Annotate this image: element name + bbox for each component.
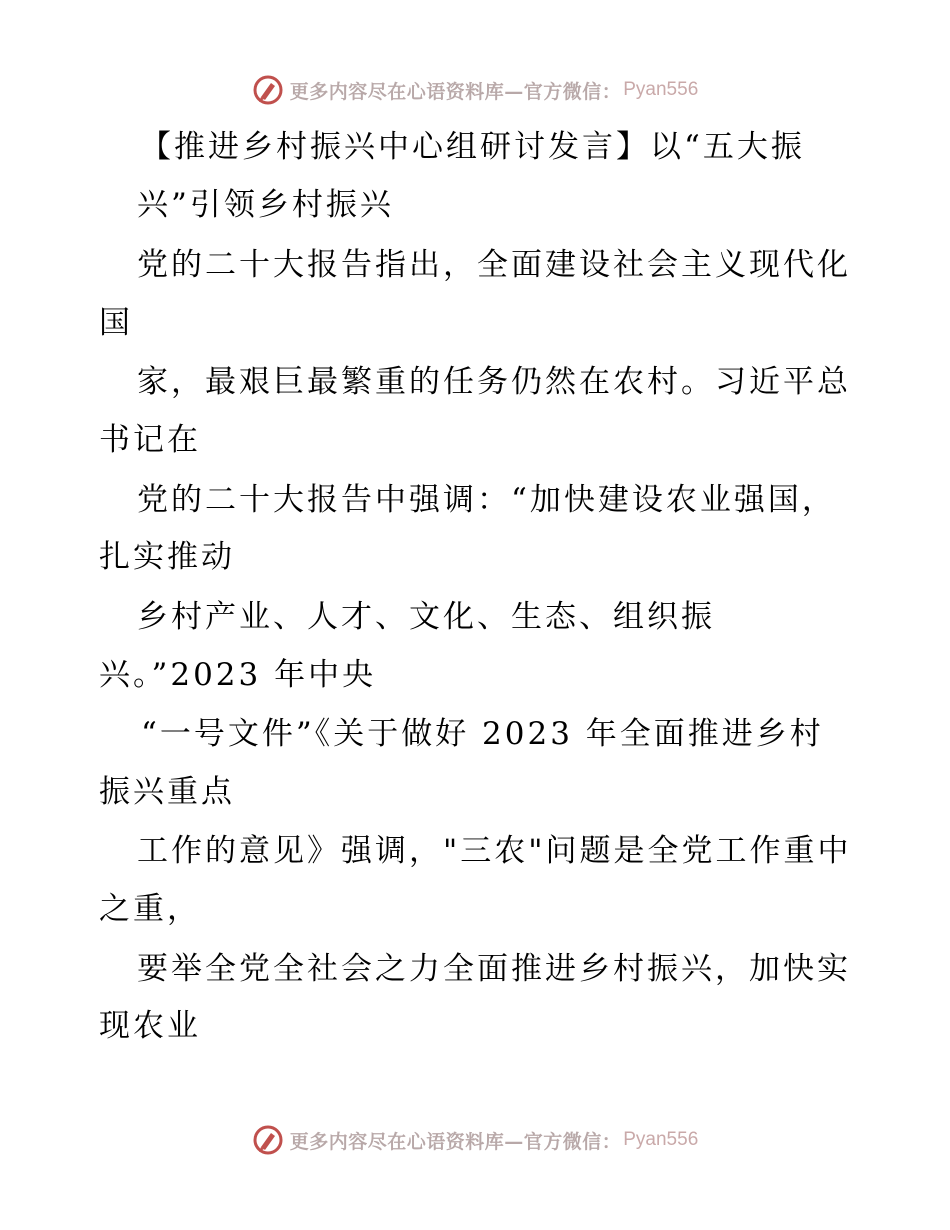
text-line: 国 [99, 305, 133, 341]
text-line: 工作的意见》强调，"三农"问题是全党工作重中 [137, 833, 852, 869]
pen-logo-icon [252, 1124, 284, 1156]
text-line: 党的二十大报告指出，全面建设社会主义现代化 [137, 247, 851, 283]
title-line-2: 兴”引领乡村振兴 [137, 187, 394, 223]
pen-logo-icon [252, 74, 284, 106]
text-line: 书记在 [99, 422, 201, 458]
banner-wechat-id: Pyan556 [623, 1129, 699, 1150]
footer-banner [0, 1120, 950, 1160]
text-line: “一号文件”《关于做好 2023 年全面推进乡村 [141, 716, 824, 752]
header-banner [0, 70, 950, 110]
text-line: 乡村产业、人才、文化、生态、组织振 [137, 599, 715, 635]
text-line: 党的二十大报告中强调：“加快建设农业强国， [137, 482, 836, 518]
text-line: 家，最艰巨最繁重的任务仍然在农村。习近平总 [137, 364, 851, 400]
text-line: 现农业 [99, 1008, 201, 1044]
text-line: 要举全党全社会之力全面推进乡村振兴，加快实 [137, 951, 851, 987]
text-line: 兴。”2023 年中央 [99, 657, 377, 693]
text-line: 扎实推动 [99, 539, 235, 575]
text-line: 之重， [99, 891, 201, 927]
banner-text: 更多内容尽在心语资料库—官方微信： [289, 1130, 622, 1153]
banner-text: 更多内容尽在心语资料库—官方微信： [289, 80, 622, 103]
text-line: 振兴重点 [99, 774, 235, 810]
title-line-1: 【推进乡村振兴中心组研讨发言】以“五大振 [140, 129, 805, 165]
banner-wechat-id: Pyan556 [623, 79, 699, 100]
